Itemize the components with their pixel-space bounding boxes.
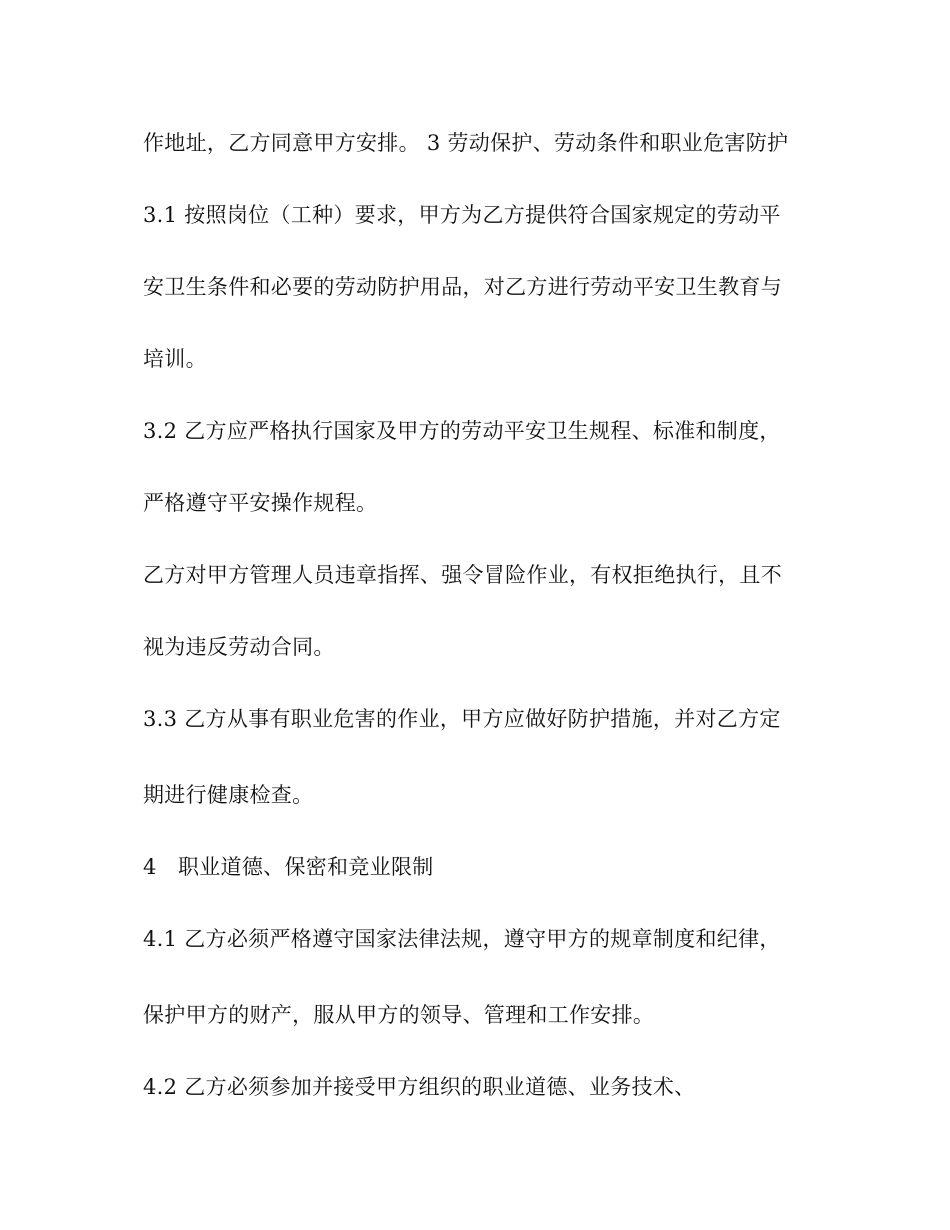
text-line: 保护甲方的财产，服从甲方的领导、管理和工作安排。 [143,1003,655,1027]
text-line: 视为违反劳动合同。 [143,635,335,659]
text-line: 3.1 按照岗位（工种）要求，甲方为乙方提供符合国家规定的劳动平 [143,203,781,227]
text-line: 3.2 乙方应严格执行国家及甲方的劳动平安卫生规程、标准和制度， [143,419,781,443]
text-line: 安卫生条件和必要的劳动防护用品，对乙方进行劳动平安卫生教育与 [143,275,782,299]
text-line: 4.1 乙方必须严格遵守国家法律法规，遵守甲方的规章制度和纪律， [143,927,781,951]
text-line: 4.2 乙方必须参加并接受甲方组织的职业道德、业务技术、 [143,1075,696,1099]
text-line: 作地址，乙方同意甲方安排。 3 劳动保护、劳动条件和职业危害防护 [143,131,789,155]
text-line: 3.3 乙方从事有职业危害的作业，甲方应做好防护措施，并对乙方定 [143,707,781,731]
text-line: 乙方对甲方管理人员违章指挥、强令冒险作业，有权拒绝执行，且不 [143,563,782,587]
section-heading: 4 职业道德、保密和竞业限制 [143,855,434,879]
text-line: 培训。 [143,347,207,371]
text-line: 期进行健康检查。 [143,783,314,807]
text-line: 严格遵守平安操作规程。 [143,491,378,515]
